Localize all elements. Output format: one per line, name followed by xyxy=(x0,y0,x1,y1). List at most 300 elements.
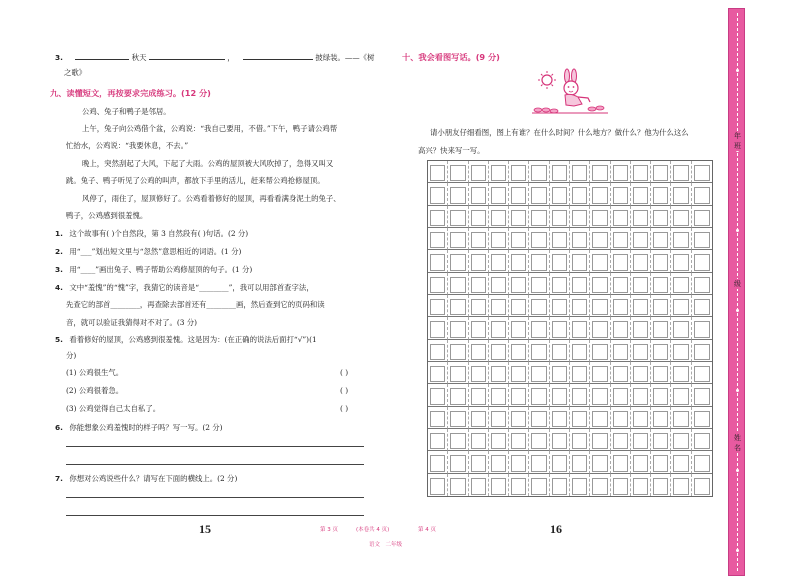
grid-cell-box xyxy=(613,277,628,293)
grid-cell[interactable] xyxy=(428,362,448,384)
grid-cell-box xyxy=(592,344,607,360)
grid-cell-box xyxy=(471,478,486,495)
grid-cell-box xyxy=(694,299,710,315)
grid-cell[interactable] xyxy=(469,250,489,272)
grid-cell[interactable] xyxy=(529,429,549,451)
grid-cell[interactable] xyxy=(590,317,610,339)
grid-cell[interactable] xyxy=(550,317,570,339)
grid-cell-box xyxy=(430,254,445,270)
grid-cell[interactable] xyxy=(631,340,651,362)
grid-cell-box xyxy=(430,411,445,427)
grid-cell[interactable] xyxy=(428,384,448,406)
grid-cell-box xyxy=(653,210,668,226)
grid-cell[interactable] xyxy=(590,161,610,183)
grid-cell-box xyxy=(653,478,668,495)
grid-cell-box xyxy=(613,411,628,427)
grid-cell[interactable] xyxy=(671,161,691,183)
passage-line: 忙抬水，公鸡说：“我要休息，不去。” xyxy=(66,141,189,150)
grid-cell[interactable] xyxy=(671,362,691,384)
grid-cell[interactable] xyxy=(651,474,671,496)
grid-cell[interactable] xyxy=(489,317,509,339)
grid-cell[interactable] xyxy=(611,228,631,250)
answer-line[interactable] xyxy=(66,446,364,447)
grid-cell[interactable] xyxy=(631,317,651,339)
grid-cell[interactable] xyxy=(448,384,468,406)
grid-cell-box xyxy=(471,299,486,315)
grid-cell-box xyxy=(430,478,445,495)
grid-cell-box xyxy=(572,478,587,495)
grid-cell[interactable] xyxy=(570,183,590,205)
grid-cell-box xyxy=(694,165,710,181)
grid-cell-box xyxy=(592,433,607,449)
grid-cell[interactable] xyxy=(570,407,590,429)
grid-cell-box xyxy=(673,254,688,270)
grid-cell[interactable] xyxy=(611,362,631,384)
passage-line: 跳。兔子、鸭子听见了公鸡的叫声，都放下手里的活儿，赶来帮公鸡抢修屋顶。 xyxy=(66,176,325,185)
grid-cell[interactable] xyxy=(671,340,691,362)
grid-cell[interactable] xyxy=(509,362,529,384)
grid-cell[interactable] xyxy=(550,340,570,362)
grid-cell[interactable] xyxy=(631,384,651,406)
grid-cell[interactable] xyxy=(570,273,590,295)
grid-cell[interactable] xyxy=(489,161,509,183)
grid-cell[interactable] xyxy=(611,474,631,496)
grid-cell[interactable] xyxy=(570,206,590,228)
grid-cell[interactable] xyxy=(570,362,590,384)
grid-cell-box xyxy=(471,344,486,360)
grid-cell[interactable] xyxy=(570,295,590,317)
grid-cell[interactable] xyxy=(448,474,468,496)
grid-cell[interactable] xyxy=(529,161,549,183)
grid-cell[interactable] xyxy=(590,228,610,250)
grid-cell[interactable] xyxy=(631,228,651,250)
grid-cell[interactable] xyxy=(550,384,570,406)
grid-cell[interactable] xyxy=(428,317,448,339)
grid-cell[interactable] xyxy=(671,228,691,250)
grid-cell[interactable] xyxy=(692,273,712,295)
grid-cell[interactable] xyxy=(570,228,590,250)
grid-cell[interactable] xyxy=(590,206,610,228)
grid-cell[interactable] xyxy=(590,295,610,317)
grid-cell-box xyxy=(613,344,628,360)
grid-cell[interactable] xyxy=(469,228,489,250)
grid-cell-box xyxy=(450,299,465,315)
grid-cell[interactable] xyxy=(448,407,468,429)
grid-cell[interactable] xyxy=(651,295,671,317)
grid-cell[interactable] xyxy=(529,451,549,473)
grid-cell[interactable] xyxy=(529,250,549,272)
grid-cell[interactable] xyxy=(489,228,509,250)
grid-cell[interactable] xyxy=(550,161,570,183)
grid-cell[interactable] xyxy=(651,183,671,205)
grid-cell[interactable] xyxy=(529,317,549,339)
grid-cell[interactable] xyxy=(550,250,570,272)
grid-cell[interactable] xyxy=(570,451,590,473)
grid-cell[interactable] xyxy=(590,429,610,451)
grid-cell[interactable] xyxy=(631,407,651,429)
grid-cell[interactable] xyxy=(671,429,691,451)
answer-paren[interactable]: ( ) xyxy=(340,404,349,413)
grid-cell-box xyxy=(673,321,688,337)
grid-cell[interactable] xyxy=(428,474,448,496)
grid-cell[interactable] xyxy=(509,451,529,473)
grid-cell[interactable] xyxy=(469,429,489,451)
grid-cell-box xyxy=(491,165,506,181)
grid-cell[interactable] xyxy=(489,407,509,429)
grid-cell[interactable] xyxy=(631,451,651,473)
answer-line[interactable] xyxy=(66,515,364,516)
grid-cell-box xyxy=(511,478,526,495)
grid-cell[interactable] xyxy=(631,429,651,451)
grid-cell[interactable] xyxy=(469,384,489,406)
grid-cell[interactable] xyxy=(448,340,468,362)
grid-cell[interactable] xyxy=(489,384,509,406)
grid-cell[interactable] xyxy=(611,429,631,451)
grid-cell[interactable] xyxy=(631,161,651,183)
grid-cell[interactable] xyxy=(611,183,631,205)
grid-cell[interactable] xyxy=(651,451,671,473)
grid-cell[interactable] xyxy=(590,183,610,205)
grid-cell-box xyxy=(673,388,688,404)
grid-cell-box xyxy=(511,254,526,270)
grid-cell[interactable] xyxy=(550,183,570,205)
grid-cell[interactable] xyxy=(631,250,651,272)
grid-cell[interactable] xyxy=(570,317,590,339)
grid-cell[interactable] xyxy=(651,273,671,295)
answer-line[interactable] xyxy=(66,464,364,465)
grid-cell[interactable] xyxy=(570,384,590,406)
grid-cell[interactable] xyxy=(590,474,610,496)
grid-cell[interactable] xyxy=(651,228,671,250)
grid-cell[interactable] xyxy=(448,295,468,317)
grid-cell[interactable] xyxy=(671,451,691,473)
grid-cell[interactable] xyxy=(692,295,712,317)
blank-field[interactable] xyxy=(149,52,225,60)
grid-cell[interactable] xyxy=(692,161,712,183)
grid-cell[interactable] xyxy=(631,295,651,317)
grid-cell[interactable] xyxy=(692,206,712,228)
grid-cell[interactable] xyxy=(509,183,529,205)
grid-cell[interactable] xyxy=(611,317,631,339)
grid-cell[interactable] xyxy=(489,362,509,384)
grid-cell[interactable] xyxy=(590,384,610,406)
grid-cell[interactable] xyxy=(611,451,631,473)
grid-cell[interactable] xyxy=(489,295,509,317)
grid-cell[interactable] xyxy=(529,474,549,496)
grid-cell[interactable] xyxy=(550,206,570,228)
grid-cell[interactable] xyxy=(448,250,468,272)
grid-cell[interactable] xyxy=(509,429,529,451)
grid-cell[interactable] xyxy=(529,273,549,295)
grid-cell[interactable] xyxy=(448,317,468,339)
grid-cell-box xyxy=(633,455,648,471)
grid-cell[interactable] xyxy=(509,384,529,406)
grid-cell[interactable] xyxy=(428,161,448,183)
grid-cell-box xyxy=(552,299,567,315)
grid-cell[interactable] xyxy=(631,273,651,295)
grid-cell[interactable] xyxy=(509,206,529,228)
grid-cell[interactable] xyxy=(651,340,671,362)
blank-field[interactable] xyxy=(243,52,313,60)
grid-cell-box xyxy=(552,411,567,427)
grid-cell[interactable] xyxy=(489,250,509,272)
grid-cell[interactable] xyxy=(509,273,529,295)
grid-cell-box xyxy=(633,321,648,337)
grid-cell[interactable] xyxy=(631,362,651,384)
grid-cell[interactable] xyxy=(671,250,691,272)
grid-cell[interactable] xyxy=(428,451,448,473)
grid-cell-box xyxy=(531,165,546,181)
grid-cell[interactable] xyxy=(469,362,489,384)
blank-field[interactable] xyxy=(75,52,129,60)
grid-cell[interactable] xyxy=(692,451,712,473)
grid-cell[interactable] xyxy=(469,474,489,496)
grid-cell-box xyxy=(450,210,465,226)
grid-cell[interactable] xyxy=(671,474,691,496)
grid-cell-box xyxy=(613,254,628,270)
grid-cell[interactable] xyxy=(651,317,671,339)
grid-cell[interactable] xyxy=(448,206,468,228)
grid-cell[interactable] xyxy=(550,295,570,317)
grid-cell-box xyxy=(694,366,710,382)
grid-cell-box xyxy=(531,321,546,337)
grid-cell-box xyxy=(430,433,445,449)
grid-cell[interactable] xyxy=(651,407,671,429)
grid-cell[interactable] xyxy=(651,161,671,183)
grid-cell-box xyxy=(491,321,506,337)
grid-cell[interactable] xyxy=(489,183,509,205)
grid-cell[interactable] xyxy=(651,206,671,228)
grid-cell[interactable] xyxy=(550,429,570,451)
grid-cell-box xyxy=(653,344,668,360)
grid-cell-box xyxy=(511,366,526,382)
grid-cell[interactable] xyxy=(428,183,448,205)
grid-cell[interactable] xyxy=(489,273,509,295)
grid-cell[interactable] xyxy=(509,340,529,362)
grid-cell[interactable] xyxy=(590,362,610,384)
grid-cell-box xyxy=(673,277,688,293)
grid-cell[interactable] xyxy=(509,407,529,429)
grid-cell[interactable] xyxy=(529,228,549,250)
grid-cell[interactable] xyxy=(509,250,529,272)
grid-cell[interactable] xyxy=(529,183,549,205)
grid-cell-box xyxy=(430,299,445,315)
grid-cell[interactable] xyxy=(692,362,712,384)
grid-cell[interactable] xyxy=(428,407,448,429)
grid-cell[interactable] xyxy=(509,161,529,183)
grid-cell[interactable] xyxy=(570,429,590,451)
grid-cell[interactable] xyxy=(469,295,489,317)
grid-cell[interactable] xyxy=(692,183,712,205)
grid-cell[interactable] xyxy=(671,407,691,429)
grid-cell[interactable] xyxy=(428,228,448,250)
grid-cell[interactable] xyxy=(611,340,631,362)
grid-cell[interactable] xyxy=(671,183,691,205)
grid-cell[interactable] xyxy=(529,407,549,429)
grid-cell[interactable] xyxy=(529,340,549,362)
grid-cell[interactable] xyxy=(611,273,631,295)
grid-cell[interactable] xyxy=(631,183,651,205)
grid-cell[interactable] xyxy=(671,295,691,317)
grid-cell[interactable] xyxy=(671,273,691,295)
grid-cell-box xyxy=(694,232,710,248)
option-2: (2) 公鸡很着急。 xyxy=(66,386,124,395)
grid-cell-box xyxy=(613,232,628,248)
grid-cell[interactable] xyxy=(570,161,590,183)
answer-line[interactable] xyxy=(66,497,364,498)
grid-cell[interactable] xyxy=(590,451,610,473)
grid-cell[interactable] xyxy=(469,273,489,295)
grid-cell-box xyxy=(653,277,668,293)
grid-cell[interactable] xyxy=(692,429,712,451)
grid-cell[interactable] xyxy=(550,273,570,295)
section10-title: 十、我会看图写话。(9 分) xyxy=(402,52,500,62)
grid-cell[interactable] xyxy=(590,407,610,429)
grid-cell[interactable] xyxy=(448,451,468,473)
grid-cell-box xyxy=(673,299,688,315)
grid-cell[interactable] xyxy=(671,206,691,228)
grid-cell[interactable] xyxy=(692,228,712,250)
answer-paren[interactable]: ( ) xyxy=(340,386,349,395)
grid-cell-box xyxy=(471,254,486,270)
grid-cell[interactable] xyxy=(570,250,590,272)
grid-cell[interactable] xyxy=(550,228,570,250)
hole-dot xyxy=(736,549,739,552)
grid-cell[interactable] xyxy=(529,206,549,228)
grid-cell-box xyxy=(430,277,445,293)
grid-cell[interactable] xyxy=(692,340,712,362)
grid-cell[interactable] xyxy=(509,474,529,496)
writing-grid[interactable] xyxy=(427,160,713,497)
grid-cell[interactable] xyxy=(590,250,610,272)
grid-cell[interactable] xyxy=(469,407,489,429)
grid-cell-box xyxy=(531,210,546,226)
question-4-line2: 先查它的部首________，再查除去部首还有________画，然后查到它的页码和读 xyxy=(66,300,325,309)
grid-cell[interactable] xyxy=(611,206,631,228)
grid-cell[interactable] xyxy=(611,295,631,317)
grid-cell[interactable] xyxy=(489,340,509,362)
grid-cell[interactable] xyxy=(428,340,448,362)
grid-cell[interactable] xyxy=(631,474,651,496)
grid-cell[interactable] xyxy=(428,295,448,317)
grid-cell[interactable] xyxy=(428,206,448,228)
grid-cell-box xyxy=(633,411,648,427)
grid-cell[interactable] xyxy=(428,429,448,451)
grid-cell[interactable] xyxy=(692,474,712,496)
grid-cell[interactable] xyxy=(489,474,509,496)
grid-cell-box xyxy=(430,321,445,337)
grid-cell-box xyxy=(430,187,445,203)
grid-cell-box xyxy=(673,411,688,427)
grid-cell[interactable] xyxy=(469,451,489,473)
grid-cell[interactable] xyxy=(509,228,529,250)
grid-cell[interactable] xyxy=(550,362,570,384)
grid-cell[interactable] xyxy=(550,407,570,429)
grid-cell[interactable] xyxy=(570,474,590,496)
grid-cell-box xyxy=(511,321,526,337)
grid-cell[interactable] xyxy=(448,429,468,451)
grid-cell[interactable] xyxy=(611,250,631,272)
grid-cell-box xyxy=(572,433,587,449)
grid-cell-box xyxy=(613,366,628,382)
grid-cell[interactable] xyxy=(489,206,509,228)
grid-cell[interactable] xyxy=(692,317,712,339)
sidebar-label-name2: 名 xyxy=(734,444,741,452)
grid-cell[interactable] xyxy=(489,429,509,451)
grid-cell[interactable] xyxy=(529,362,549,384)
grid-cell[interactable] xyxy=(550,451,570,473)
grid-cell[interactable] xyxy=(469,161,489,183)
grid-cell-box xyxy=(531,277,546,293)
grid-cell[interactable] xyxy=(469,317,489,339)
grid-cell[interactable] xyxy=(611,384,631,406)
answer-paren[interactable]: ( ) xyxy=(340,368,349,377)
grid-cell[interactable] xyxy=(692,384,712,406)
grid-cell-box xyxy=(450,277,465,293)
grid-cell-box xyxy=(450,187,465,203)
grid-cell[interactable] xyxy=(692,407,712,429)
grid-cell-box xyxy=(471,433,486,449)
passage-line: 公鸡、兔子和鸭子是邻居。 xyxy=(82,107,171,116)
grid-cell[interactable] xyxy=(529,384,549,406)
grid-cell-box xyxy=(633,433,648,449)
grid-cell[interactable] xyxy=(651,250,671,272)
grid-cell[interactable] xyxy=(590,340,610,362)
grid-cell[interactable] xyxy=(428,273,448,295)
sidebar-label-class2: 级 xyxy=(734,280,741,288)
grid-cell[interactable] xyxy=(611,161,631,183)
grid-cell[interactable] xyxy=(529,295,549,317)
grid-cell-box xyxy=(694,321,710,337)
grid-cell[interactable] xyxy=(651,429,671,451)
grid-cell[interactable] xyxy=(489,451,509,473)
grid-cell[interactable] xyxy=(448,273,468,295)
grid-cell[interactable] xyxy=(570,340,590,362)
grid-cell[interactable] xyxy=(509,317,529,339)
grid-cell[interactable] xyxy=(631,206,651,228)
grid-cell[interactable] xyxy=(671,384,691,406)
grid-cell[interactable] xyxy=(651,384,671,406)
grid-cell[interactable] xyxy=(448,161,468,183)
grid-cell[interactable] xyxy=(469,183,489,205)
grid-cell-box xyxy=(653,165,668,181)
grid-cell[interactable] xyxy=(428,250,448,272)
grid-cell[interactable] xyxy=(590,273,610,295)
grid-cell[interactable] xyxy=(692,250,712,272)
passage-line: 鸭子，公鸡感到很羞愧。 xyxy=(66,211,148,220)
grid-cell-box xyxy=(531,187,546,203)
grid-cell[interactable] xyxy=(469,340,489,362)
grid-cell-box xyxy=(694,187,710,203)
grid-cell-box xyxy=(552,232,567,248)
grid-cell-box xyxy=(653,232,668,248)
grid-cell[interactable] xyxy=(671,317,691,339)
grid-cell[interactable] xyxy=(469,206,489,228)
grid-cell[interactable] xyxy=(448,228,468,250)
grid-cell-box xyxy=(491,187,506,203)
grid-cell[interactable] xyxy=(448,362,468,384)
grid-cell[interactable] xyxy=(611,407,631,429)
grid-cell-box xyxy=(572,366,587,382)
grid-cell[interactable] xyxy=(448,183,468,205)
grid-cell-box xyxy=(450,321,465,337)
grid-cell[interactable] xyxy=(651,362,671,384)
grid-cell-box xyxy=(572,165,587,181)
grid-cell[interactable] xyxy=(509,295,529,317)
grid-cell-box xyxy=(430,210,445,226)
grid-cell-box xyxy=(471,366,486,382)
grid-cell[interactable] xyxy=(550,474,570,496)
